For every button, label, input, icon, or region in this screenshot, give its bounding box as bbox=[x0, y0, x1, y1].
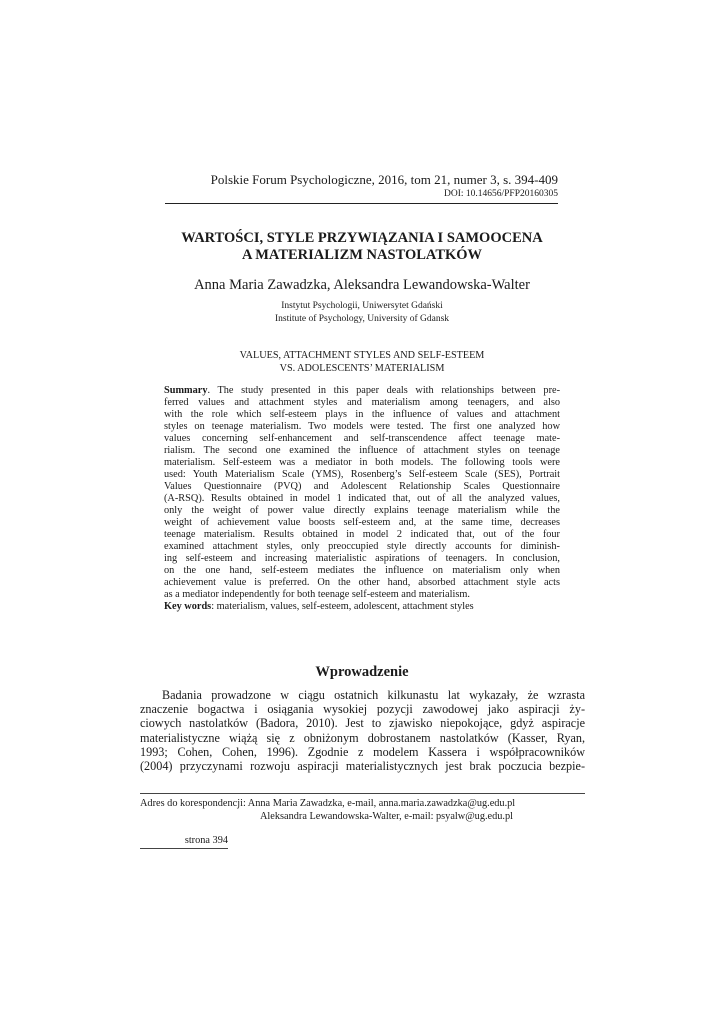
body-text bbox=[140, 688, 585, 773]
body-line: ciowych nastolatków (Badora, 2010). Jest to zjawisko niepokojące, gdyż aspiracje bbox=[140, 716, 585, 731]
paper-title bbox=[140, 230, 584, 264]
title-line: A MATERIALIZM NASTOLATKÓW bbox=[241, 247, 483, 263]
abstract-line: examined attachment styles, only preoccupied style directly accounts for diminish- bbox=[164, 541, 560, 552]
journal-citation: Polskie Forum Psychologiczne, 2016, tom 21, numer 3, s. 394-409 bbox=[210, 172, 558, 187]
abstract-line: teenage materialism. Results obtained in model 2 indicated that, out of the four bbox=[164, 529, 560, 540]
correspondence-line: Aleksandra Lewandowska-Walter, e-mail: psyalw@ug.edu.pl bbox=[260, 811, 513, 822]
header-rule bbox=[165, 203, 558, 204]
keywords: : materialism, values, self-esteem, adolescent, attachment styles bbox=[211, 601, 474, 612]
abstract-line: Summary. The study presented in this paper deals with relationships between pre- bbox=[164, 385, 560, 396]
affiliation-english: Institute of Psychology, University of Gdansk bbox=[274, 313, 450, 324]
abstract-line: ferred values and attachment styles and materialism among teenagers, and also bbox=[164, 397, 560, 408]
body-line: Badania prowadzone w ciągu ostatnich kilkunastu lat wykazały, że wzrasta bbox=[162, 688, 585, 702]
abstract-line: weight of achievement value boosts self-esteem and, at the same time, decreases bbox=[164, 517, 560, 528]
body-line: materialistyczne wiążą się z obniżonym dobrostanem nastolatków (Kasser, Ryan, bbox=[140, 730, 585, 745]
abstract-line: materialism. Self-esteem was a mediator in both models. The following tools were bbox=[164, 457, 560, 468]
doi: DOI: 10.14656/PFP20160305 bbox=[443, 189, 558, 199]
abstract-line: styles on teenage materialism. Two models were tested. The first one analyzed how bbox=[164, 421, 560, 432]
keywords-line bbox=[164, 601, 560, 613]
abstract-line: with the role which self-esteem plays in the influence of values and attachment bbox=[164, 409, 560, 420]
abstract-line: values concerning self-enhancement and self-transcendence affect teenage mate- bbox=[164, 433, 560, 444]
english-title-line: VALUES, ATTACHMENT STYLES AND SELF-ESTEEM bbox=[239, 350, 485, 361]
correspondence-footnote bbox=[140, 797, 590, 823]
title-line: WARTOŚCI, STYLE PRZYWIĄZANIA I SAMOOCENA bbox=[181, 230, 543, 246]
abstract-line: used: Youth Materialism Scale (YMS), Rosenberg’s Self-esteem Scale (SES), Portrait bbox=[164, 469, 560, 480]
affiliation bbox=[150, 300, 574, 325]
footnote-rule bbox=[140, 793, 585, 794]
abstract-line: on the one hand, self-esteem mediates the influence on materialism only when bbox=[164, 565, 560, 576]
authors: Anna Maria Zawadzka, Aleksandra Lewandowska-Walter bbox=[194, 277, 530, 293]
body-line: znaczenie bogactwa i osiągania wysokiej pozycji zawodowej jako aspiracji ży- bbox=[140, 702, 585, 717]
affiliation-polish: Instytut Psychologii, Uniwersytet Gdański bbox=[281, 301, 443, 311]
english-title bbox=[150, 350, 574, 375]
abstract-line: ing self-esteem and increasing materialistic aspirations of teenagers. In conclusion, bbox=[164, 553, 560, 564]
abstract-line: Values Questionnaire (PVQ) and Adolescent Relationship Scales Questionnaire bbox=[164, 481, 560, 492]
abstract-line: achievement value is preferred. On the other hand, absorbed attachment style acts bbox=[164, 577, 560, 588]
abstract-line: (A-RSQ). Results obtained in model 1 indicated that, out of all the analyzed values, bbox=[164, 493, 560, 504]
page-number-rule bbox=[140, 848, 228, 849]
abstract bbox=[164, 385, 560, 613]
body-line: 1993; Cohen, Cohen, 1996). Zgodnie z modelem Kassera i współpracowników bbox=[140, 744, 585, 759]
abstract-line: rialism. The second one examined the influence of attachment styles on teenage bbox=[164, 445, 560, 456]
body-line: (2004) przyczynami rozwoju aspiracji materialistycznych jest brak poczucia bezpie- bbox=[140, 758, 585, 773]
correspondence-line: Adres do korespondencji: Anna Maria Zawadzka, e-mail, anna.maria.zawadzka@ug.edu.pl bbox=[140, 798, 516, 809]
abstract-line: only the weight of power value directly explains teenage materialism while the bbox=[164, 505, 560, 516]
summary-label: Summary bbox=[164, 385, 208, 396]
abstract-line: as a mediator independently for both teenage self-esteem and materialism. bbox=[164, 589, 470, 600]
keywords-label: Key words bbox=[164, 601, 212, 612]
english-title-line: VS. ADOLESCENTS’ MATERIALISM bbox=[279, 362, 445, 374]
page-number: strona 394 bbox=[184, 835, 228, 846]
section-heading: Wprowadzenie bbox=[315, 664, 409, 680]
